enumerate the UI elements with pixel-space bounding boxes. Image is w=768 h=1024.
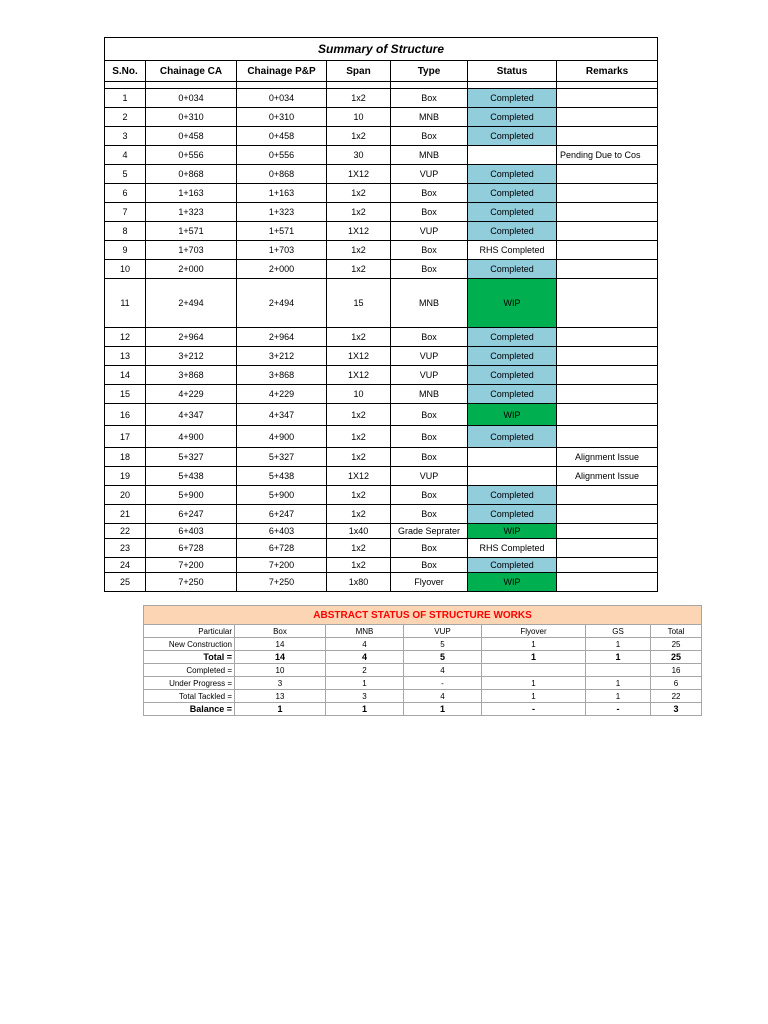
cell-status <box>468 146 557 165</box>
cell-span: 1X12 <box>327 165 391 184</box>
summary-row <box>105 241 658 260</box>
cell-type: Box <box>391 486 468 505</box>
abstract-row <box>144 677 702 690</box>
summary-row <box>105 260 658 279</box>
cell-sno: 4 <box>105 146 146 165</box>
cell-chainage-pp: 1+571 <box>237 222 327 241</box>
cell-span: 1x2 <box>327 328 391 347</box>
cell-status: Completed <box>468 486 557 505</box>
abstract-cell-gs <box>586 664 651 677</box>
cell-chainage-pp: 0+034 <box>237 89 327 108</box>
cell-span: 1X12 <box>327 366 391 385</box>
header-status: Status <box>468 61 557 82</box>
cell-remarks <box>557 241 658 260</box>
cell-chainage-ca: 6+728 <box>146 539 237 558</box>
abstract-header-flyover: Flyover <box>482 625 586 638</box>
cell-status: RHS Completed <box>468 539 557 558</box>
summary-row <box>105 467 658 486</box>
cell-chainage-ca: 4+900 <box>146 426 237 448</box>
cell-status: Completed <box>468 426 557 448</box>
cell-type: VUP <box>391 347 468 366</box>
cell-sno: 7 <box>105 203 146 222</box>
cell-type: Box <box>391 203 468 222</box>
abstract-cell-flyover: 1 <box>482 651 586 664</box>
cell-chainage-ca: 5+327 <box>146 448 237 467</box>
header-type: Type <box>391 61 468 82</box>
cell-remarks <box>557 165 658 184</box>
summary-body <box>105 89 658 592</box>
cell-span: 1x2 <box>327 184 391 203</box>
cell-sno: 12 <box>105 328 146 347</box>
cell-chainage-pp: 0+868 <box>237 165 327 184</box>
cell-chainage-pp: 0+310 <box>237 108 327 127</box>
cell-span: 15 <box>327 279 391 328</box>
cell-chainage-pp: 2+000 <box>237 260 327 279</box>
abstract-cell-particular: Total Tackled = <box>144 690 235 703</box>
cell-chainage-ca: 2+000 <box>146 260 237 279</box>
cell-type: Box <box>391 558 468 573</box>
abstract-cell-vup: 1 <box>404 703 482 716</box>
abstract-header-particular: Particular <box>144 625 235 638</box>
summary-row <box>105 279 658 328</box>
cell-remarks <box>557 108 658 127</box>
cell-type: Box <box>391 241 468 260</box>
cell-sno: 18 <box>105 448 146 467</box>
cell-chainage-pp: 3+212 <box>237 347 327 366</box>
abstract-cell-total: 3 <box>651 703 702 716</box>
cell-chainage-pp: 6+728 <box>237 539 327 558</box>
summary-row <box>105 165 658 184</box>
cell-remarks <box>557 404 658 426</box>
cell-remarks <box>557 328 658 347</box>
cell-chainage-ca: 7+200 <box>146 558 237 573</box>
cell-status: Completed <box>468 184 557 203</box>
abstract-cell-mnb: 1 <box>326 677 404 690</box>
summary-row <box>105 558 658 573</box>
cell-remarks <box>557 539 658 558</box>
abstract-cell-flyover: 1 <box>482 690 586 703</box>
abstract-header-row <box>144 625 702 638</box>
summary-row <box>105 222 658 241</box>
cell-chainage-pp: 7+250 <box>237 573 327 592</box>
abstract-cell-gs: - <box>586 703 651 716</box>
cell-status: Completed <box>468 165 557 184</box>
summary-row <box>105 328 658 347</box>
summary-row <box>105 184 658 203</box>
cell-status: Completed <box>468 222 557 241</box>
cell-chainage-pp: 5+438 <box>237 467 327 486</box>
summary-row <box>105 146 658 165</box>
cell-chainage-ca: 3+212 <box>146 347 237 366</box>
cell-remarks <box>557 366 658 385</box>
cell-status: RHS Completed <box>468 241 557 260</box>
cell-status: Completed <box>468 89 557 108</box>
header-remarks: Remarks <box>557 61 658 82</box>
cell-span: 1x2 <box>327 539 391 558</box>
cell-remarks: Alignment Issue <box>557 467 658 486</box>
cell-span: 1x2 <box>327 260 391 279</box>
cell-remarks <box>557 505 658 524</box>
cell-status: Completed <box>468 328 557 347</box>
abstract-cell-vup: 5 <box>404 638 482 651</box>
summary-row <box>105 448 658 467</box>
abstract-cell-total: 16 <box>651 664 702 677</box>
cell-sno: 6 <box>105 184 146 203</box>
cell-status: Completed <box>468 203 557 222</box>
cell-remarks <box>557 426 658 448</box>
cell-chainage-pp: 0+556 <box>237 146 327 165</box>
cell-chainage-ca: 2+494 <box>146 279 237 328</box>
cell-remarks: Pending Due to Cos <box>557 146 658 165</box>
abstract-status-table <box>143 605 702 716</box>
cell-sno: 3 <box>105 127 146 146</box>
cell-span: 1x2 <box>327 486 391 505</box>
cell-chainage-ca: 1+323 <box>146 203 237 222</box>
summary-title: Summary of Structure <box>105 38 658 61</box>
summary-row <box>105 573 658 592</box>
cell-span: 1x2 <box>327 241 391 260</box>
summary-row <box>105 539 658 558</box>
cell-status: Completed <box>468 108 557 127</box>
cell-span: 1x2 <box>327 89 391 108</box>
structure-summary-table <box>104 37 658 592</box>
header-sno: S.No. <box>105 61 146 82</box>
cell-status: WIP <box>468 524 557 539</box>
cell-status: Completed <box>468 366 557 385</box>
cell-type: VUP <box>391 165 468 184</box>
cell-type: Box <box>391 448 468 467</box>
cell-span: 1x2 <box>327 426 391 448</box>
cell-chainage-ca: 2+964 <box>146 328 237 347</box>
cell-chainage-ca: 0+458 <box>146 127 237 146</box>
cell-type: MNB <box>391 385 468 404</box>
cell-span: 1x40 <box>327 524 391 539</box>
spacer-row <box>105 82 658 89</box>
cell-status: WIP <box>468 279 557 328</box>
abstract-title: ABSTRACT STATUS OF STRUCTURE WORKS <box>144 606 702 625</box>
cell-chainage-pp: 6+247 <box>237 505 327 524</box>
cell-chainage-ca: 0+034 <box>146 89 237 108</box>
summary-row <box>105 505 658 524</box>
abstract-cell-flyover: 1 <box>482 677 586 690</box>
abstract-cell-box: 10 <box>235 664 326 677</box>
summary-row <box>105 404 658 426</box>
abstract-cell-gs: 1 <box>586 677 651 690</box>
cell-chainage-ca: 7+250 <box>146 573 237 592</box>
cell-sno: 24 <box>105 558 146 573</box>
cell-span: 1X12 <box>327 467 391 486</box>
cell-chainage-ca: 4+347 <box>146 404 237 426</box>
cell-type: VUP <box>391 366 468 385</box>
abstract-header-vup: VUP <box>404 625 482 638</box>
abstract-header-box: Box <box>235 625 326 638</box>
header-chainage-pp: Chainage P&P <box>237 61 327 82</box>
cell-chainage-pp: 1+703 <box>237 241 327 260</box>
cell-chainage-pp: 6+403 <box>237 524 327 539</box>
cell-chainage-pp: 2+964 <box>237 328 327 347</box>
cell-type: Box <box>391 539 468 558</box>
abstract-header-mnb: MNB <box>326 625 404 638</box>
cell-chainage-pp: 1+323 <box>237 203 327 222</box>
cell-chainage-pp: 4+900 <box>237 426 327 448</box>
cell-span: 1x2 <box>327 448 391 467</box>
cell-sno: 19 <box>105 467 146 486</box>
cell-span: 1x2 <box>327 558 391 573</box>
cell-span: 1X12 <box>327 347 391 366</box>
cell-remarks <box>557 573 658 592</box>
abstract-cell-gs: 1 <box>586 651 651 664</box>
cell-chainage-ca: 3+868 <box>146 366 237 385</box>
cell-span: 1x2 <box>327 203 391 222</box>
abstract-cell-vup: - <box>404 677 482 690</box>
cell-remarks <box>557 203 658 222</box>
summary-row <box>105 524 658 539</box>
summary-row <box>105 127 658 146</box>
header-span: Span <box>327 61 391 82</box>
cell-span: 10 <box>327 108 391 127</box>
summary-row <box>105 89 658 108</box>
cell-span: 1x2 <box>327 404 391 426</box>
cell-sno: 10 <box>105 260 146 279</box>
cell-remarks <box>557 222 658 241</box>
abstract-cell-gs: 1 <box>586 690 651 703</box>
summary-row <box>105 108 658 127</box>
cell-chainage-ca: 5+900 <box>146 486 237 505</box>
cell-status: WIP <box>468 404 557 426</box>
cell-span: 1x2 <box>327 505 391 524</box>
abstract-cell-flyover <box>482 664 586 677</box>
summary-header-row <box>105 61 658 82</box>
abstract-cell-particular: New Construction <box>144 638 235 651</box>
cell-sno: 2 <box>105 108 146 127</box>
abstract-cell-total: 25 <box>651 651 702 664</box>
cell-status: Completed <box>468 127 557 146</box>
abstract-cell-box: 1 <box>235 703 326 716</box>
abstract-cell-vup: 4 <box>404 690 482 703</box>
abstract-cell-box: 3 <box>235 677 326 690</box>
cell-remarks <box>557 260 658 279</box>
abstract-cell-mnb: 3 <box>326 690 404 703</box>
cell-remarks: Alignment Issue <box>557 448 658 467</box>
cell-remarks <box>557 279 658 328</box>
abstract-cell-mnb: 2 <box>326 664 404 677</box>
summary-row <box>105 486 658 505</box>
cell-type: Box <box>391 426 468 448</box>
cell-chainage-pp: 3+868 <box>237 366 327 385</box>
cell-remarks <box>557 347 658 366</box>
cell-span: 1x2 <box>327 127 391 146</box>
cell-type: Box <box>391 184 468 203</box>
cell-type: Box <box>391 404 468 426</box>
abstract-row <box>144 638 702 651</box>
summary-row <box>105 203 658 222</box>
cell-status: Completed <box>468 347 557 366</box>
cell-sno: 11 <box>105 279 146 328</box>
abstract-row <box>144 664 702 677</box>
cell-chainage-ca: 0+556 <box>146 146 237 165</box>
abstract-cell-box: 14 <box>235 651 326 664</box>
cell-chainage-ca: 5+438 <box>146 467 237 486</box>
abstract-cell-particular: Total = <box>144 651 235 664</box>
cell-span: 30 <box>327 146 391 165</box>
cell-chainage-pp: 0+458 <box>237 127 327 146</box>
cell-status: Completed <box>468 385 557 404</box>
cell-status: Completed <box>468 260 557 279</box>
abstract-cell-particular: Balance = <box>144 703 235 716</box>
cell-status: Completed <box>468 558 557 573</box>
summary-row <box>105 426 658 448</box>
cell-sno: 23 <box>105 539 146 558</box>
cell-chainage-pp: 2+494 <box>237 279 327 328</box>
cell-sno: 8 <box>105 222 146 241</box>
cell-remarks <box>557 385 658 404</box>
abstract-cell-flyover: 1 <box>482 638 586 651</box>
cell-chainage-ca: 1+571 <box>146 222 237 241</box>
header-chainage-ca: Chainage CA <box>146 61 237 82</box>
cell-type: Box <box>391 260 468 279</box>
cell-sno: 17 <box>105 426 146 448</box>
abstract-cell-total: 6 <box>651 677 702 690</box>
summary-row <box>105 366 658 385</box>
cell-chainage-pp: 1+163 <box>237 184 327 203</box>
cell-type: MNB <box>391 108 468 127</box>
cell-chainage-pp: 4+347 <box>237 404 327 426</box>
cell-chainage-pp: 5+327 <box>237 448 327 467</box>
cell-type: Flyover <box>391 573 468 592</box>
cell-remarks <box>557 524 658 539</box>
cell-status: WIP <box>468 573 557 592</box>
summary-row <box>105 347 658 366</box>
cell-sno: 9 <box>105 241 146 260</box>
abstract-cell-mnb: 4 <box>326 651 404 664</box>
cell-sno: 22 <box>105 524 146 539</box>
abstract-body <box>144 638 702 716</box>
abstract-header-gs: GS <box>586 625 651 638</box>
cell-sno: 15 <box>105 385 146 404</box>
cell-sno: 5 <box>105 165 146 184</box>
cell-type: MNB <box>391 279 468 328</box>
cell-type: Box <box>391 127 468 146</box>
abstract-row <box>144 690 702 703</box>
cell-type: Box <box>391 328 468 347</box>
abstract-cell-box: 13 <box>235 690 326 703</box>
cell-chainage-ca: 1+703 <box>146 241 237 260</box>
cell-chainage-ca: 0+868 <box>146 165 237 184</box>
cell-type: Box <box>391 89 468 108</box>
cell-type: VUP <box>391 467 468 486</box>
cell-sno: 20 <box>105 486 146 505</box>
cell-remarks <box>557 486 658 505</box>
cell-sno: 21 <box>105 505 146 524</box>
cell-chainage-pp: 7+200 <box>237 558 327 573</box>
cell-remarks <box>557 184 658 203</box>
cell-span: 1X12 <box>327 222 391 241</box>
cell-type: Grade Seprater <box>391 524 468 539</box>
cell-status <box>468 467 557 486</box>
abstract-cell-particular: Under Progress = <box>144 677 235 690</box>
abstract-cell-vup: 4 <box>404 664 482 677</box>
cell-sno: 13 <box>105 347 146 366</box>
cell-sno: 14 <box>105 366 146 385</box>
cell-remarks <box>557 127 658 146</box>
cell-status <box>468 448 557 467</box>
abstract-cell-flyover: - <box>482 703 586 716</box>
cell-sno: 16 <box>105 404 146 426</box>
abstract-cell-vup: 5 <box>404 651 482 664</box>
cell-span: 10 <box>327 385 391 404</box>
abstract-cell-particular: Completed = <box>144 664 235 677</box>
cell-type: MNB <box>391 146 468 165</box>
abstract-cell-gs: 1 <box>586 638 651 651</box>
cell-chainage-ca: 0+310 <box>146 108 237 127</box>
cell-chainage-pp: 5+900 <box>237 486 327 505</box>
abstract-cell-total: 22 <box>651 690 702 703</box>
cell-chainage-ca: 4+229 <box>146 385 237 404</box>
summary-row <box>105 385 658 404</box>
cell-chainage-ca: 6+247 <box>146 505 237 524</box>
abstract-row <box>144 651 702 664</box>
cell-sno: 25 <box>105 573 146 592</box>
cell-remarks <box>557 89 658 108</box>
cell-chainage-pp: 4+229 <box>237 385 327 404</box>
abstract-cell-total: 25 <box>651 638 702 651</box>
cell-chainage-ca: 6+403 <box>146 524 237 539</box>
cell-remarks <box>557 558 658 573</box>
abstract-header-total: Total <box>651 625 702 638</box>
cell-chainage-ca: 1+163 <box>146 184 237 203</box>
cell-type: Box <box>391 505 468 524</box>
abstract-cell-mnb: 4 <box>326 638 404 651</box>
abstract-cell-mnb: 1 <box>326 703 404 716</box>
cell-span: 1x80 <box>327 573 391 592</box>
cell-sno: 1 <box>105 89 146 108</box>
cell-type: VUP <box>391 222 468 241</box>
abstract-cell-box: 14 <box>235 638 326 651</box>
abstract-row <box>144 703 702 716</box>
cell-status: Completed <box>468 505 557 524</box>
